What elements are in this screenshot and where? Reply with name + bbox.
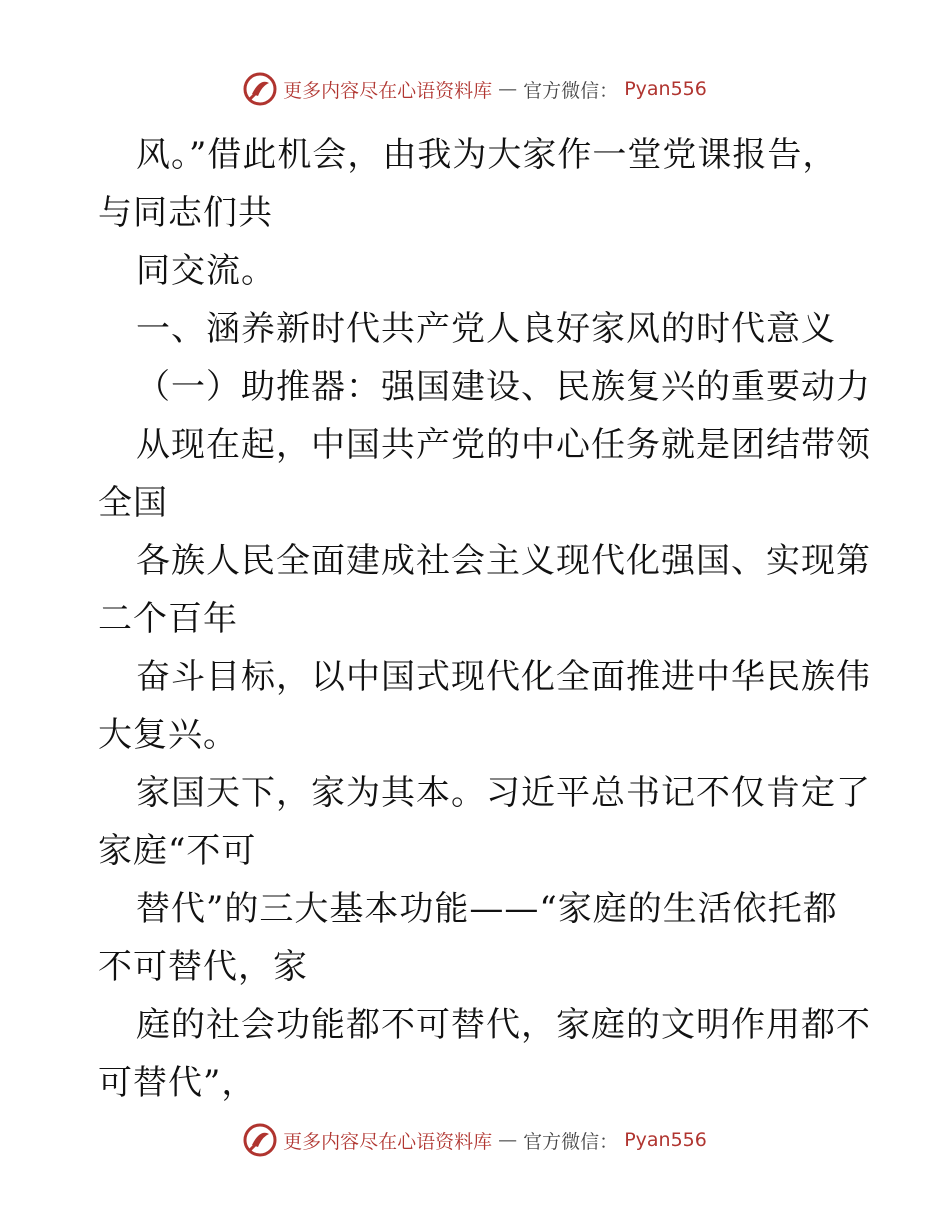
text-line: 家庭“不可 (98, 831, 257, 871)
text-line: 从现在起，中国共产党的中心任务就是团结带领 (136, 425, 871, 465)
text-line: 与同志们共 (98, 193, 273, 233)
subsection-heading: （一）助推器：强国建设、民族复兴的重要动力 (136, 367, 871, 407)
wechat-label: 官方微信： (523, 79, 619, 102)
text-line: 替代”的三大基本功能——“家庭的生活依托都 (136, 889, 838, 929)
document-body (98, 126, 871, 1112)
banner-separator: — (498, 1129, 518, 1151)
text-line: 庭的社会功能都不可替代，家庭的文明作用都不 (136, 1005, 871, 1045)
text-line: 风。”借此机会，由我为大家作一堂党课报告， (136, 135, 838, 175)
brand-logo-icon (243, 1123, 277, 1157)
text-line: 可替代”， (98, 1063, 257, 1103)
footer-watermark-banner (0, 1123, 950, 1157)
brand-logo-icon (243, 72, 277, 106)
text-line: 全国 (98, 483, 168, 523)
section-heading: 一、涵养新时代共产党人良好家风的时代意义 (136, 309, 836, 349)
text-line: 同交流。 (136, 251, 276, 291)
text-line: 不可替代，家 (98, 947, 308, 987)
text-line: 二个百年 (98, 599, 238, 639)
wechat-id: Pyan556 (624, 1129, 707, 1151)
text-line: 各族人民全面建成社会主义现代化强国、实现第 (136, 541, 871, 581)
brand-text: 更多内容尽在心语资料库 (283, 1130, 493, 1153)
banner-separator: — (498, 78, 518, 100)
brand-text: 更多内容尽在心语资料库 (283, 79, 493, 102)
text-line: 奋斗目标，以中国式现代化全面推进中华民族伟 (136, 657, 871, 697)
wechat-id: Pyan556 (624, 78, 707, 100)
header-watermark-banner (0, 72, 950, 106)
document-text (98, 126, 871, 1112)
text-line: 大复兴。 (98, 715, 238, 755)
wechat-label: 官方微信： (523, 1130, 619, 1153)
text-line: 家国天下，家为其本。习近平总书记不仅肯定了 (136, 773, 871, 813)
